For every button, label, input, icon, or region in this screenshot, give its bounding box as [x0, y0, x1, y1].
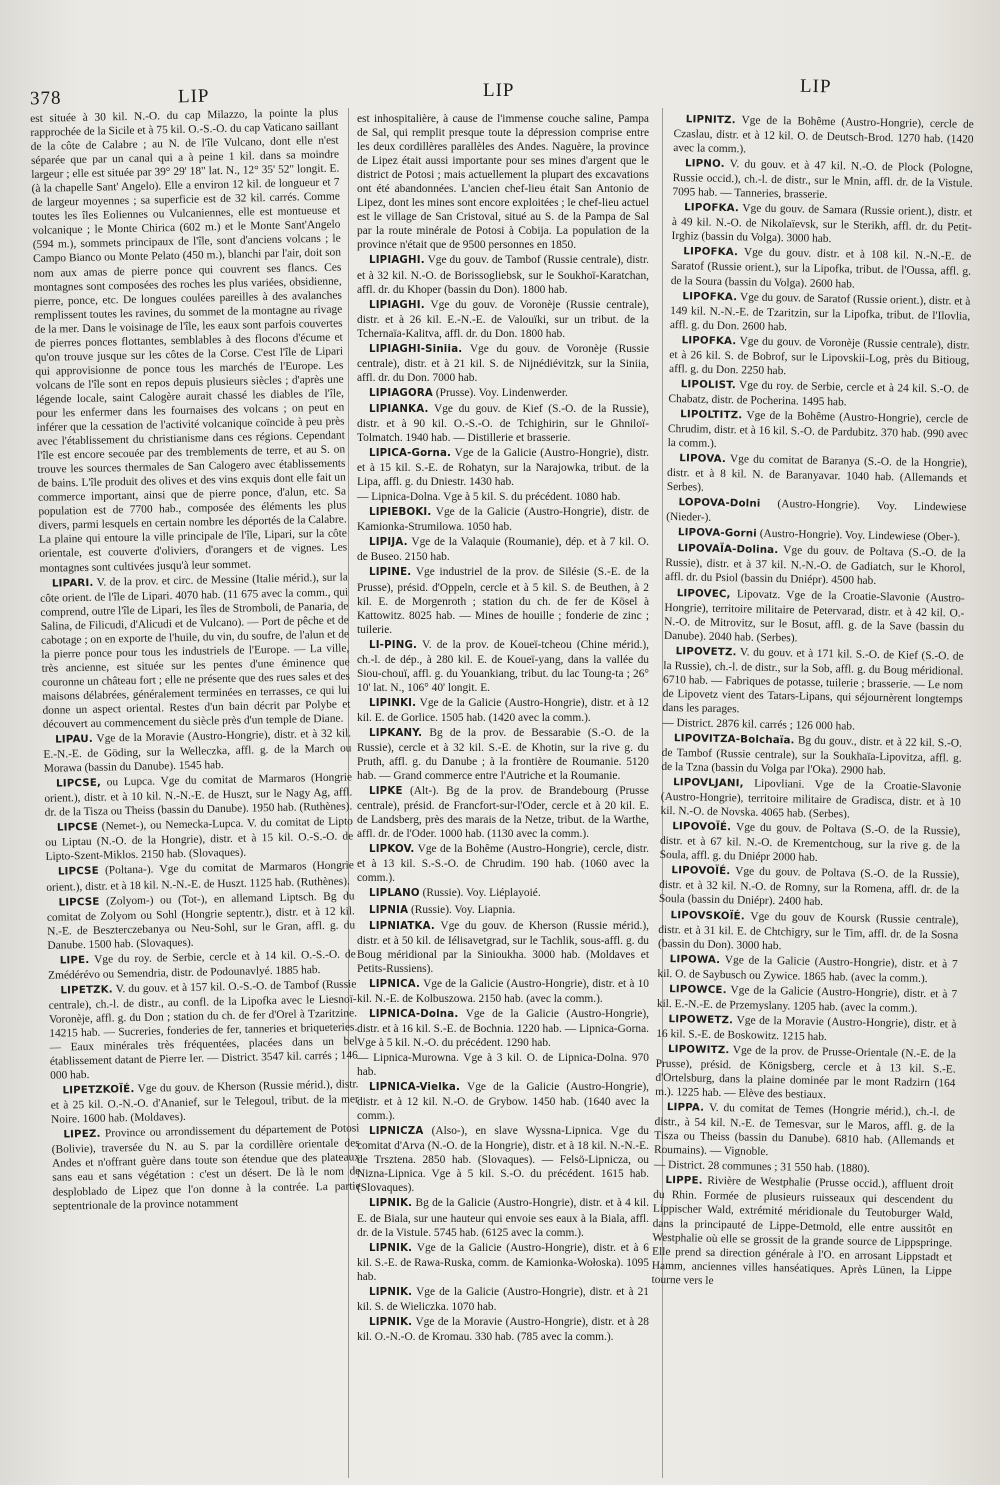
- dictionary-entry: [357, 1285, 649, 1314]
- entry-text: Lipovatz. Vge de la Croatie-Slavonie (Austro-Hongrie), territoire militaire de Petervarad, distr. et à 42 kil. O.-N.-O. de Mitrovitz, sur le Bosut, affl. g. de la Save (bassin du Danube). 2040 hab. (Serbes).: [663, 587, 965, 645]
- entry-text: Vge du roy. de Serbie, cercle et à 14 kil. O.-S.-O. de Zmédérévo ou Semendria, distr. de Podounavlyé. 1885 hab.: [47, 948, 356, 982]
- dictionary-entry: [45, 815, 354, 865]
- entry-headword: LIPIJA.: [369, 537, 408, 549]
- entry-text: Vge industriel de la prov. de Silésie (S.-E. de la Prusse), présid. d'Oppeln, cercle et à 5 kil. S. de Beuthen, à 2 kil. E. de Morgenroth ; station du ch. de fer de Kösel à Kattowitz. 8025 hab. — Mines de houille ; fonderie de zinc ; tuilerie.: [357, 566, 649, 636]
- entry-headword: LIPOFKA.: [682, 290, 738, 303]
- entry-headword: LIPNO.: [684, 158, 725, 171]
- dictionary-entry: [660, 819, 961, 868]
- entry-headword: LIPOVLJANI,: [673, 777, 744, 790]
- entry-text: Vge de la Galicie (Austro-Hongrie), distr. et à 16 kil. S.-E. de Bochnia. 1220 hab. — Lipnica-Gorna. Vge à 5 kil. N.-O. du précédent. 1290 hab.: [357, 1007, 649, 1049]
- dictionary-entry: [669, 333, 970, 382]
- entry-text: Province ou arrondissement du département de Potosi (Bolivie), traversée du N. au S. par la cordillère orientale des Andes et n'offrant guère dans toute son étendue que des plateaux sans eau et sans végétation : c'est un désert. De là le nom de desploblado de Lipez que l'on donne à la contrée. La partie septentrionale de la province notamment: [51, 1122, 361, 1213]
- entry-headword: LIPOWCE.: [669, 983, 727, 996]
- entry-headword: LIPIAGHI.: [369, 299, 425, 311]
- entry-headword: LIPOWA.: [669, 953, 721, 966]
- entry-text: (Nemet-), ou Nemecka-Lupca. V. du comitat de Lipto ou Liptau (N.-O. de la Hongrie), distr. et à 15 kil. O.-S.-O. de Lipto-Szent-Miklos. 2150 hab. (Slovaques).: [45, 815, 354, 864]
- entry-headword: LIPNIATKA.: [369, 920, 435, 932]
- entry-headword: LIPE.: [59, 954, 90, 967]
- entry-headword: LIPOWITZ.: [667, 1044, 730, 1057]
- dictionary-entry: [357, 565, 649, 636]
- entry-text: Vge du gouv. distr. et à 108 kil. N.-N.-E. de Saratof (Russie orient.), sur la Lipofka, tribut. de l'Oussa, affl. g. de la Soura (bassin du Volga). 2600 hab.: [670, 246, 972, 291]
- entry-text: — District. 2876 kil. carrés ; 126 000 hab.: [662, 716, 856, 733]
- entry-text: Vge de la Moravie (Austro-Hongrie), distr. et à 28 kil. O.-N.-O. de Kromau. 330 hab. (785 avec la comm.).: [357, 1315, 649, 1343]
- entry-text: est située à 30 kil. N.-O. du cap Milazzo, la pointe la plus rapprochée de la Sicile et à 75 kil. O.-S.-O. du cap Vaticano saillant de la côte de Calabre ; au N. de l'île Vulcano, dont elle n'est séparée que par un canal qui a à peine 1 kil. dans sa moindre largeur ; elle est située par 39° 29' 18" lat. N., 12° 35' 52" longit. E. (à la chapelle Sant' Angelo). Elle a environ 12 kil. de longueur et 7 de largeur moyennes ; sa superficie est de 32 kil. carrés. Comme toutes les îles Eoliennes ou Vulcaniennes, elle est montueuse et volcanique ; le Monte Chirica (602 m.) et le Monte Sant'Angelo (594 m.), sommets principaux de l'île, sont d'anciens volcans ; le Campo Bianco ou Monte Pelato (450 m.), blanchi par l'air, doit son nom aux amas de pierre ponce qui couvrent ses flancs. Ces montagnes sont composées des roches les plus variées, obsidienne, pierre, ponce, etc. De longues coulées pareilles à des avalanches remplissent toutes les ravines, du sommet de la montagne au rivage de la mer. Dans le voisinage de l'île, les eaux sont parfois couvertes de pierres ponces flottantes, semblables à des flocons d'écume et qu'on trouve jusque sur les côtes de la Corse. C'est l'île de Lipari qui approvisionne de ponce tous les marchés de l'Europe. Les volcans de l'île sont en repos depuis plusieurs siècles ; d'après une légende locale, saint Calogère aurait chassé les diables de l'île, pour les enfermer dans les fournaises des volcans ; on peut en inférer que la cessation de l'activité volcanique coïncide à peu près avec l'établissement du christianisme dans ces régions. Cependant l'île est encore secouée par des tremblements de terre, et au S. on trouve les sources thermales de San Calogero avec établissements de bains. L'île produit des olives et des vins exquis dont elle fait un commerce important, ainsi que de pierre ponce, d'alun, etc. Sa population est de 7700 hab., composée des éléments les plus divers, parmi lesquels en certain nombre les déportés de la Calabre. La plaine qui entoure la ville principale de l'île, Lipari, sur la côte orientale, est couverte d'oliviers, d'orangers et de vignes. Les montagnes sont cultivées jusqu'à leur sommet.: [30, 106, 348, 575]
- entry-headword: LIPOLTITZ.: [680, 409, 743, 422]
- entry-headword: LIPCSE: [57, 866, 99, 879]
- dictionary-entry: [657, 952, 958, 987]
- dictionary-entry: [46, 889, 355, 953]
- entry-text: V. de la prov. de Koueï-tcheou (Chine mérid.), ch.-l. de dép., à 280 kil. E. de Koueï-yang, dans la vallée du Siou-chouï, affl. g. du Youankiang, tribut. du lac Toung-ta ; 26° 10' lat. N., 106° 40' longit. E.: [357, 638, 649, 694]
- entry-headword: LI-PING.: [369, 639, 418, 651]
- entry-text: Vge de la Galicie (Austro-Hongrie), distr. et à 12 kil. E. de Gorlice. 1505 hab. (1420 avec la comm.).: [357, 696, 649, 724]
- entry-headword: LIPINKI.: [369, 697, 417, 709]
- dictionary-entry: [357, 446, 649, 489]
- dictionary-entry: [651, 1173, 953, 1292]
- dictionary-entry: [357, 842, 649, 885]
- entry-headword: LIPAU.: [55, 733, 94, 746]
- entry-text: Vge de la Bohême (Austro-Hongrie), cercle, distr. et à 13 kil. S.-S.-O. de Chrudim. 190 hab. (1060 avec la comm.).: [357, 843, 649, 885]
- dictionary-entry: [668, 407, 969, 456]
- text-column-1: [30, 106, 366, 1472]
- entry-text: Vge du comitat de Baranya (S.-O. de la Hongrie), distr. et à 8 kil. N. de Baranyavar. 1040 hab. (Allemands et Serbes).: [666, 453, 968, 494]
- entry-text: Vge du gouv. de Voronèje (Russie centrale), distr. et à 26 kil. E.-N.-E. de Valouïki, sur un tribut. de la Tchernaïa-Kalitva, affl. dr. du Don. 1800 hab.: [357, 298, 649, 340]
- dictionary-entry: [671, 200, 972, 249]
- entry-headword: LIPKANY.: [369, 727, 423, 739]
- entry-text: Vge de la Bohême (Austro-Hongrie), cercle de Czaslau, distr. et à 12 kil. O. de Deutsch-Brod. 1270 hab. (1420 avec la comm.).: [673, 114, 974, 156]
- dictionary-entry: [657, 982, 958, 1017]
- dictionary-entry: [357, 977, 649, 1006]
- entry-text: Vge du gouv. de Voronèje (Russie centrale), distr. et à 26 kil. S. de Bobrof, sur le Lipovskii-Log, près du Bitioug, affl. g. du Don. 2250 hab.: [668, 335, 970, 377]
- entry-text: Vge du gouv. de Voronèje (Russie centrale), distr. et à 21 kil. S. de Nijnédiévitzk, sur la Siniia, affl. dr. du Don. 7000 hab.: [357, 342, 649, 384]
- dictionary-entry: [665, 541, 966, 590]
- entry-text: Vge de la Moravie (Austro-Hongrie), distr. et à 16 kil. S.-E. de Boskowitz. 1215 hab.: [656, 1014, 957, 1044]
- entry-text: Vge de la Bohême (Austro-Hongrie), cercle de Chrudim, distr. et à 16 kil. S.-O. de Pardubitz. 370 hab. (990 avec la comm.).: [667, 409, 969, 450]
- dictionary-entry: [357, 386, 649, 401]
- entry-headword: LIPIAGHI-Siniia.: [369, 343, 463, 355]
- entry-text: Vge de la prov. de Prusse-Orientale (N.-E. de la Prusse), présid. de Königsberg, cercle et à 13 kil. S.-E. d'Ortelsburg, dans la plaine dominée par le mont Radzirn (164 m.). 1225 hab. — Elève des bestiaux.: [655, 1044, 957, 1102]
- dictionary-entry: [662, 644, 963, 721]
- entry-headword: LIPOLIST.: [680, 379, 736, 392]
- running-head-center: LIP: [483, 80, 515, 101]
- dictionary-entry: [357, 1007, 649, 1050]
- entry-headword: LIPOVITZA-Bolchaïa.: [673, 733, 795, 747]
- dictionary-entry: [50, 1078, 359, 1128]
- dictionary-entry: [357, 253, 649, 296]
- entry-text: V. du gouv. et à 171 kil. S.-O. de Kief (S.-O. de la Russie), ch.-l. de distr., sur la Sob, affl. g. du Boug méridional. 6710 hab. — Fabriques de potasse, tuilerie ; brasserie. — Le nom de Lipovetz vient des Tatars-Lipans, qui séjournèrent longtemps dans les parages.: [662, 646, 964, 716]
- entry-headword: LIPOFKA.: [683, 246, 739, 259]
- entry-headword: LIPNIK.: [369, 1242, 413, 1254]
- entry-headword: LIPOVA.: [679, 453, 727, 466]
- entry-headword: LIPOVOÏÉ.: [672, 821, 732, 834]
- entry-text: Bg du gouv., distr. et à 22 kil. S.-O. de Tambof (Russie centrale), sur la Soukhaïa-Lipovitza, affl. g. de la Tzna (bassin du Volga par l'Oka). 2900 hab.: [661, 734, 963, 778]
- entry-text: Bg de la Galicie (Austro-Hongrie), distr. et à 4 kil. E. de Biala, sur une hauteur qui envoie ses eaux à la Biala, affl. dr. de la Vistule. 5745 hab. (6125 avec la comm.).: [357, 1197, 649, 1239]
- entry-text: Vge du gouv. de Samara (Russie orient.), distr. et à 49 kil. N.-O. de Nikolaïevsk, sur le Sterikh, affl. dr. du Petit-Irghiz (bassin du Volga). 3000 hab.: [671, 202, 973, 246]
- entry-text: (Austro-Hongrie). Voy. Lindewiese (Ober-).: [759, 528, 961, 544]
- entry-text: Vge du gouv de Koursk (Russie centrale), distr. et à 31 kil. E. de Chtchigry, sur le Tim, affl. dr. de la Sosna (bassin du Don). 3000 hab.: [657, 910, 959, 952]
- entry-headword: LIPEZ.: [63, 1129, 101, 1141]
- entry-text: V. du gouv. et à 157 kil. O.-S.-O. de Tambof (Russie centrale), ch.-l. de distr., au confl. de la Lipofka avec le Liesnoï-Voronèje, affl. g. du Don ; station du ch. de fer d'Orel à Tzaritzine. 14215 hab. — Sucreries, fonderies de fer, tanneries et briqueteries. — Eaux minérales très fréquentées, placées dans un bel établissement datant de Pierre Ier. — District. 3547 kil. carrés ; 146 000 hab.: [48, 978, 358, 1082]
- dictionary-entry: [668, 377, 969, 412]
- entry-text: Vge de la Galicie (Austro-Hongrie), distr. et à 15 kil. S.-E. de Rohatyn, sur la Narajowka, tribut. de la Lipa, affl. g. du Dniestr. 1430 hab.: [357, 447, 649, 489]
- dictionary-entry: [357, 342, 649, 385]
- dictionary-entry: [357, 886, 649, 901]
- entry-headword: LIPOWETZ.: [668, 1013, 734, 1027]
- entry-headword: LIPOVAÏA-Dolina.: [677, 543, 779, 557]
- entry-headword: LIPPE.: [665, 1175, 703, 1188]
- entry-headword: LIPIAGHI.: [369, 255, 425, 267]
- entry-headword: LIPPA.: [666, 1102, 705, 1114]
- entry-headword: LIPCSE,: [55, 777, 102, 790]
- dictionary-entry: [357, 1051, 649, 1079]
- entry-text: Vge du gouv. de Poltava (S.-O. de la Russie), distr. et à 67 kil. N.-O. de Krementchoug, sur la rive g. de la Soula, affl. g. du Dniépr 2000 hab.: [659, 821, 961, 865]
- dictionary-entry: [666, 495, 967, 530]
- entry-text: Vge du gouv. de Poltava (S.-O. de la Russie), distr. et à 37 kil. N.-N.-O. de Gadiatch, sur le Khorol, affl. dr. du Psiol (bassin du Dniépr). 4500 hab.: [664, 544, 966, 588]
- entry-text: ou Lupca. Vge du comitat de Marmaros (Hongrie orient.), distr. et à 10 kil. N.-N.-E. de Huszt, sur le Nagy Ag, affl. dr. de la Tisza ou Theiss (bassin du Danube). 1950 hab. (Ruthènes).: [44, 771, 353, 820]
- entry-text: — Lipnica-Dolna. Vge à 5 kil. S. du précédent. 1080 hab.: [357, 491, 621, 504]
- entry-text: Vge du gouv. de Kherson (Russie mérid.), distr. et à 50 kil. de Iélisavetgrad, sur le Tachlik, sous-affl. g. du Boug méridional par la Sinioukha. 3000 hab. (Moldaves et Petits-Russiens).: [357, 919, 649, 975]
- text-column-2: [357, 112, 649, 1472]
- dictionary-entry: [357, 112, 649, 252]
- entry-headword: LIPETZKOÏÉ.: [62, 1084, 135, 1097]
- text-column-3: [648, 112, 974, 1478]
- entry-headword: LIPNITZ.: [685, 114, 736, 127]
- dictionary-entry: [357, 298, 649, 341]
- entry-headword: LIPIANKA.: [369, 403, 429, 415]
- entry-text: (Austro-Hongrie). Voy. Lindewiese (Nieder-).: [666, 498, 967, 525]
- entry-text: V. du comitat de Temes (Hongrie mérid.), ch.-l. de distr., à 54 kil. N.-E. de Temesvar, sur le Maros, affl. g. de la Tisza ou Theiss (bassin du Danube). 6810 hab. (Allemands et Roumains). — Vignoble.: [653, 1101, 955, 1159]
- entry-text: Vge de la Galicie (Austro-Hongrie), distr. et à 6 kil. S.-E. de Rawa-Ruska, comm. de Kamionka-Wołoska). 1095 hab.: [357, 1241, 649, 1283]
- entry-text: Vge du gouv. de Tambof (Russie centrale), distr. et à 32 kil. N.-O. de Borissogliebsk, sur le Soukhoï-Karatchan, affl. dr. du Khoper (bassin du Don). 1800 hab.: [357, 254, 649, 296]
- entry-text: V. du gouv. et à 47 kil. N.-O. de Plock (Pologne, Russie occid.), ch.-l. de distr., sur le Mnin, affl. dr. de la Vistule. 7095 hab. — Tanneries, brasserie.: [672, 158, 974, 202]
- dictionary-entry: [357, 726, 649, 783]
- entry-headword: LOPOVA-Dolni: [678, 497, 761, 510]
- entry-text: V. de la prov. et circ. de Messine (Italie mérid.), sur la côte orient. de l'île de Lipari. 4070 hab. (11 675 avec la comm., qui comprend, outre l'île de Lipari, les îles de Stromboli, de Panaria, de Salina, de Filicudi, d'Alicudi et de Vulcano). — Port de pêche et de cabotage ; on en exporte de l'huile, du vin, du soufre, de l'alun et de la pierre ponce pour tous les industriels de l'Europe. — La ville, très ancienne, est située sur les pentes d'une éminence que couronne un château fort ; elle ne présente que des rues sales et des maisons délabrées, généralement terminées en terrasses, ce qui lui donne un aspect oriental. Restes d'un bain décrit par Polybe et découvert au commencement du siècle près d'un temple de Diane.: [40, 570, 351, 731]
- entry-text: Lipovliani. Vge de la Croatie-Slavonie (Austro-Hongrie), territoire militaire de Gradisca, distr. et à 10 kil. N.-O. de Novska. 4065 hab. (Serbes).: [660, 777, 962, 821]
- entry-text: — District. 28 communes ; 31 550 hab. (1880).: [653, 1159, 870, 1176]
- entry-headword: LIPOVA-Gorni: [677, 527, 757, 540]
- entry-text: Vge du gouv. de Saratof (Russie orient.), distr. et à 149 kil. N.-N.-E. de Tzaritzin, sur la Lipofka, tribut. de l'Ilovlia, affl. g. du Don. 2600 hab.: [669, 290, 971, 333]
- entry-headword: LIPKE: [369, 786, 403, 798]
- entry-headword: LIPNIK.: [369, 1198, 413, 1210]
- entry-text: (Russie). Voy. Liéplayoié.: [422, 887, 541, 900]
- entry-text: (Also-), en slave Wyssna-Lipnica. Vge du comitat d'Arva (N.-O. de la Hongrie), distr. et à 18 kil. N.-N.-E. de Trsztena. 2850 hab. (Slovaques). — Felsö-Lipnicza, ou Nizna-Lipnica. Vge à 5 kil. S.-O. du précédent. 1615 hab. (Slovaques).: [357, 1125, 649, 1195]
- entry-text: Vge du roy. de Serbie, cercle et à 24 kil. S.-O. de Chabatz, distr. de Pocherina. 1495 hab.: [668, 379, 969, 409]
- entry-headword: LIPETZK.: [60, 984, 113, 997]
- entry-headword: LIPNICZA: [369, 1126, 424, 1138]
- dictionary-entry: [654, 1100, 955, 1163]
- entry-headword: LIPNIK.: [369, 1286, 413, 1298]
- running-head-left: LIP: [177, 85, 210, 108]
- dictionary-entry: [659, 863, 960, 912]
- dictionary-entry: [661, 731, 962, 780]
- entry-text: (Alt-). Bg de la prov. de Brandebourg (Prusse centrale), présid. de Francfort-sur-l'Oder, cercle et à 20 kil. E. de Landsberg, près des marais de la Netze, tribut. de la Warthe, affl. dr. de l'Oder. 1000 hab. (1130 avec la comm.).: [357, 785, 649, 841]
- entry-headword: LIPOVETZ.: [675, 645, 737, 658]
- entry-text: Vge du gouv. de Poltava (S.-O. de la Russie), distr. et à 32 kil. N.-O. de Romny, sur la Romena, affl. dr. de la Soula (bassin du Dniépr). 2400 hab.: [658, 865, 960, 909]
- dictionary-entry: [671, 244, 972, 293]
- dictionary-entry: [357, 903, 649, 918]
- entry-headword: LIPOFKA.: [684, 202, 740, 215]
- entry-headword: LIPNIK.: [369, 1316, 413, 1328]
- dictionary-entry: [673, 112, 974, 161]
- dictionary-entry: [51, 1122, 361, 1214]
- dictionary-entry: [357, 505, 649, 534]
- entry-headword: LIPINE.: [369, 567, 412, 579]
- entry-text: Vge de la Moravie (Austro-Hongrie), distr. et à 32 kil. E.-N.-E. de Göding, sur la Welleczka, affl. g. de la March ou Morawa (bassin du Danube). 1545 hab.: [43, 727, 352, 776]
- entry-text: Vge du gouv. de Kherson (Russie mérid.), distr. et à 25 kil. O.-N.-O. d'Ananief, sur le Telegoul, tribut. de la mer Noire. 1600 hab. (Moldaves).: [50, 1078, 359, 1127]
- entry-text: (Zolyom-) ou (Tot-), en allemand Liptsch. Bg du comitat de Zolyom ou Sohl (Hongrie septentr.), distr. et à 12 kil. N.-E. de Beszterczebanya ou Neu-Sohl, sur le Gran, affl. g. du Danube. 1500 hab. (Slovaques).: [46, 889, 356, 952]
- dictionary-entry: [357, 535, 649, 564]
- dictionary-entry: [357, 919, 649, 976]
- entry-text: Vge de la Galicie (Austro-Hongrie), distr. et à 12 kil. N.-O. de Grybow. 1450 hab. (1640 avec la comm.).: [357, 1081, 649, 1123]
- entry-text: Bg de la prov. de Bessarabie (S.-O. de la Russie), cercle et à 32 kil. S.-E. de Khotin, sur la rive g. du Pruth, affl. g. du Danube ; à la frontière de Roumanie. 5120 hab. — Grand commerce entre l'Autriche et la Roumanie.: [357, 726, 649, 783]
- entry-text: Vge de la Galicie (Austro-Hongrie), distr. et à 7 kil. O. de Saybusch ou Zywice. 1865 hab. (avec la comm.).: [657, 953, 958, 985]
- entry-headword: LIPNICA-Vielka.: [369, 1082, 461, 1094]
- entry-text: Vge de la Galicie (Austro-Hongrie), distr. de Kamionka-Strumilowa. 1050 hab.: [357, 506, 649, 534]
- dictionary-entry: [357, 638, 649, 695]
- entry-text: (Prusse). Voy. Lindenwerder.: [435, 386, 568, 399]
- entry-headword: LIPOVSKOÏÉ.: [670, 909, 745, 923]
- page-number: 378: [29, 87, 62, 110]
- dictionary-entry: [48, 977, 358, 1083]
- dictionary-entry: [43, 726, 352, 776]
- entry-headword: LIPCSE: [58, 896, 100, 909]
- dictionary-entry: [660, 775, 961, 824]
- entry-headword: LIPOFKA.: [681, 334, 737, 347]
- dictionary-entry: [670, 289, 971, 338]
- entry-headword: LIPCSE: [56, 822, 99, 834]
- dictionary-entry: [357, 1124, 649, 1195]
- entry-text: (Poltana-). Vge du comitat de Marmaros (Hongrie orient.), distr. et à 18 kil. N.-N.-E. de Huszt. 1125 hab. (Ruthènes).: [46, 859, 354, 894]
- dictionary-entry: [664, 585, 965, 648]
- entry-text: Vge de la Galicie (Austro-Hongrie), distr. et à 10 kil. N.-E. de Kolbuszowa. 2150 hab. (avec la comm.).: [357, 977, 649, 1005]
- dictionary-entry: [44, 771, 353, 821]
- entry-headword: LIPNICA.: [369, 978, 421, 990]
- dictionary-entry: [357, 1315, 649, 1344]
- entry-headword: LIPICA-Gorna.: [369, 448, 452, 460]
- dictionary-entry: [30, 106, 348, 576]
- dictionary-entry: [40, 570, 351, 732]
- dictionary-entry: [357, 1080, 649, 1123]
- entry-text: (Russie). Voy. Liapnia.: [411, 903, 516, 916]
- dictionary-entry: [357, 402, 649, 445]
- dictionary-entry: [672, 156, 973, 205]
- running-head-right: LIP: [799, 75, 832, 98]
- dictionary-entry: [357, 490, 649, 504]
- dictionary-entry: [667, 451, 968, 500]
- entry-headword: LIPIEBOKI.: [369, 507, 432, 519]
- entry-text: — Lipnica-Murowna. Vge à 3 kil. O. de Lipnica-Dolna. 970 hab.: [357, 1052, 649, 1079]
- entry-headword: LIPOVEC,: [676, 587, 731, 600]
- entry-headword: LIPIAGORA: [369, 387, 433, 399]
- dictionary-entry: [357, 1196, 649, 1239]
- dictionary-entry: [655, 1042, 956, 1105]
- dictionary-entry: [656, 1012, 957, 1047]
- dictionary-entry: [357, 696, 649, 725]
- entry-text: Vge de la Galicie (Austro-Hongrie), distr. et à 21 kil. S. de Wieliczka. 1070 hab.: [357, 1285, 649, 1313]
- entry-text: Vge de la Valaquie (Roumanie), dép. et à 7 kil. O. de Buseo. 2150 hab.: [357, 536, 649, 564]
- dictionary-entry: [357, 1241, 649, 1284]
- dictionary-entry: [357, 784, 649, 841]
- entry-headword: LIPOVOÏÉ.: [671, 865, 731, 878]
- entry-headword: LIPNICA-Dolna.: [369, 1008, 459, 1020]
- entry-headword: LIPKOV.: [369, 844, 415, 856]
- entry-headword: LIPARI.: [51, 577, 94, 590]
- entry-headword: LIPLANO: [369, 888, 420, 900]
- entry-headword: LIPNIA: [369, 904, 409, 916]
- entry-text: Vge de la Galicie (Austro-Hongrie), distr. et à 7 kil. E.-N.-E. de Przemyslany. 1205 hab. (avec la comm.).: [656, 984, 958, 1015]
- entry-text: Rivière de Westphalie (Prusse occid.), affluent droit du Rhin. Formée de plusieurs ruisseaux qui descendent du Lippischer Wald, extrémité méridionale du Teutoburger Wald, dans la principauté de Lippe-Detmold, elle entre aussitôt en Westphalie où elle se grossit de la grande source de Lippspringe. Elle prend sa direction générale à l'O. en arrosant Lippstadt et Hamm, anciennes villes hanséatiques. Après Lünen, la Lippe tourne vers le: [651, 1175, 954, 1287]
- entry-text: est inhospitalière, à cause de l'immense couche saline, Pampa de Sal, qui remplit presque toute la dépression comprise entre les deux cordillères parallèles des Andes. Naguère, la province de Lipez était aussi importante pour ses mines d'argent que le district de Potosi ; mais actuellement la plupart des excavations ont été abandonnées. L'ancien chef-lieu était San Antonio de Lipez, dont les mines sont encore exploitées ; le chef-lieu actuel est le village de San Cristoval, situé au S. de la Pampa de Sal par la route minérale de Potosi à Cobija. La population de la province n'était que de 9500 personnes en 1850.: [357, 113, 649, 252]
- entry-text: Vge du gouv. de Kief (S.-O. de la Russie), distr. et à 90 kil. O.-S.-O. de Tchighirin, sur le Ghniloï-Tolmatch. 1940 hab. — Distillerie et brasserie.: [357, 402, 649, 445]
- dictionary-entry: [658, 907, 959, 956]
